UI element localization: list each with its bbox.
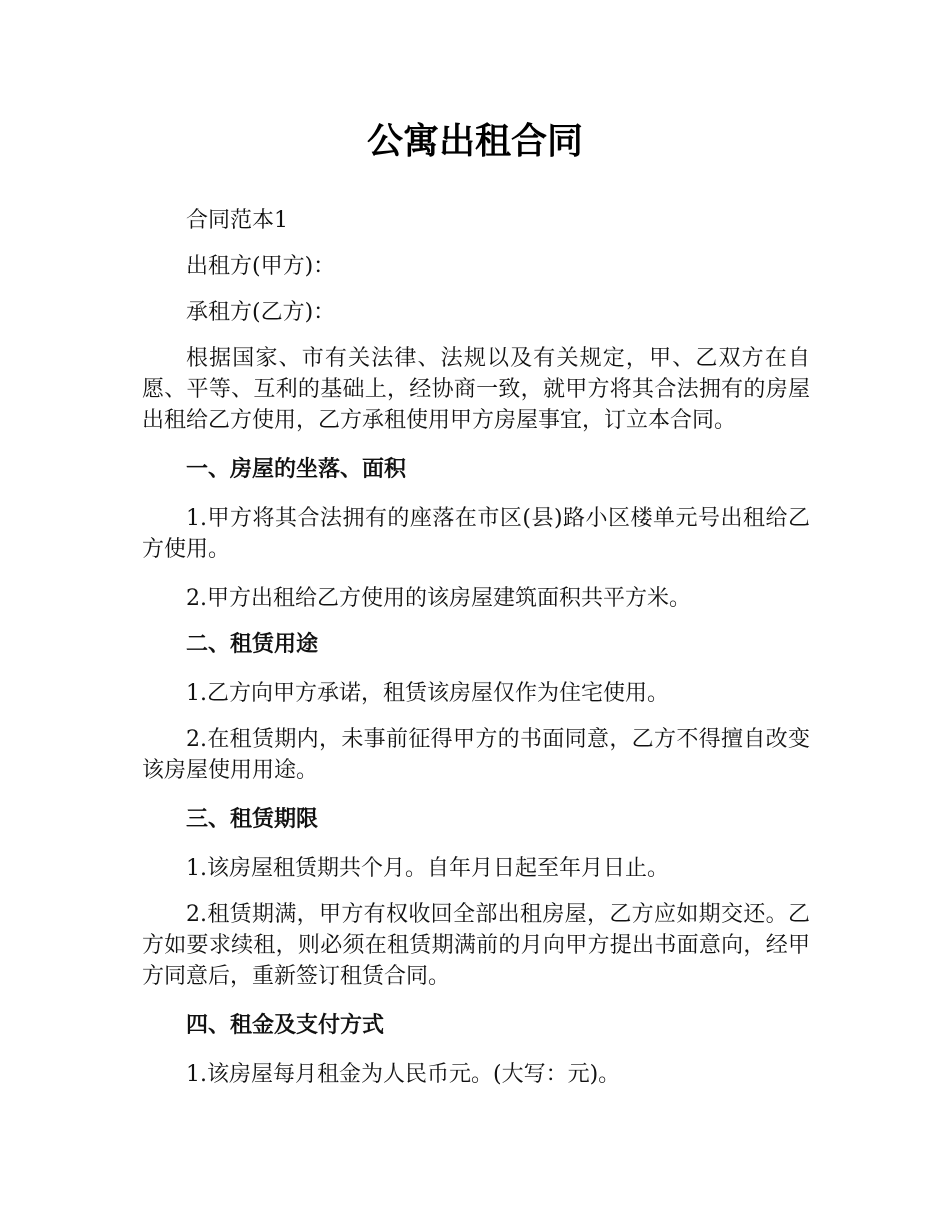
- clause-3-2: 2.租赁期满，甲方有权收回全部出租房屋，乙方应如期交还。乙方如要求续租，则必须在租赁期满前的月向甲方提出书面意向，经甲方同意后，重新签订租赁合同。: [142, 902, 810, 989]
- lessee-line: 承租方(乙方)：: [186, 300, 336, 325]
- document-body: [142, 205, 810, 1105]
- document-title: 公寓出租合同: [366, 121, 583, 162]
- clause-1-1: 1.甲方将其合法拥有的座落在市区(县)路小区楼单元号出租给乙方使用。: [142, 506, 810, 562]
- clause-2-2: 2.在租赁期内，未事前征得甲方的书面同意，乙方不得擅自改变该房屋使用用途。: [142, 727, 810, 783]
- clause-3-1: 1.该房屋租赁期共个月。自年月日起至年月日止。: [186, 856, 669, 881]
- contract-template-label: 合同范本1: [186, 208, 288, 233]
- section-heading-rent-payment: 四、租金及支付方式: [186, 1013, 385, 1038]
- lessor-line: 出租方(甲方)：: [186, 254, 336, 279]
- clause-2-1: 1.乙方向甲方承诺，租赁该房屋仅作为住宅使用。: [186, 681, 669, 706]
- clause-4-1: 1.该房屋每月租金为人民币元。(大写：元)。: [186, 1062, 621, 1087]
- clause-1-2: 2.甲方出租给乙方使用的该房屋建筑面积共平方米。: [186, 586, 691, 611]
- section-heading-term: 三、租赁期限: [186, 807, 319, 832]
- preamble-paragraph: 根据国家、市有关法律、法规以及有关规定，甲、乙双方在自愿、平等、互利的基础上，经协商一致，就甲方将其合法拥有的房屋出租给乙方使用，乙方承租使用甲方房屋事宜，订立本合同。: [142, 346, 810, 433]
- section-heading-usage: 二、租赁用途: [186, 632, 319, 657]
- section-heading-location-area: 一、房屋的坐落、面积: [186, 457, 407, 482]
